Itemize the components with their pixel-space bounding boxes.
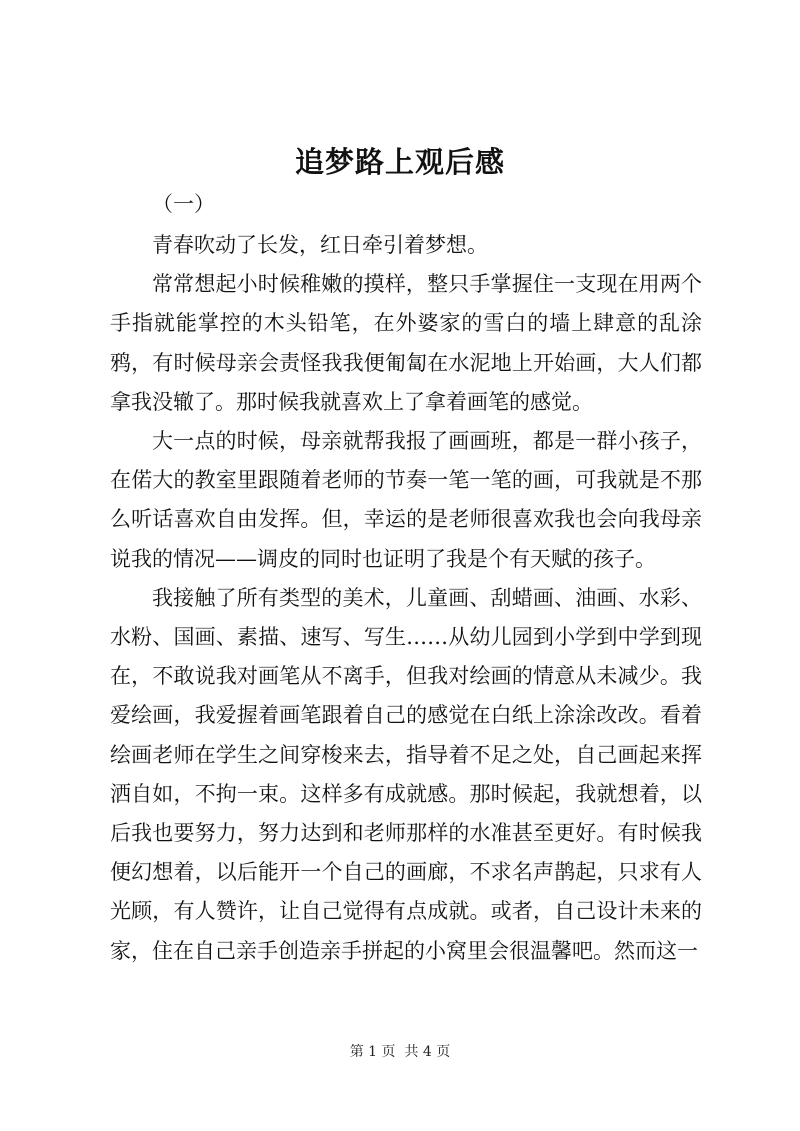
section-heading: （一） <box>152 192 215 216</box>
document-body <box>110 188 702 971</box>
paragraph-3: 大一点的时候，母亲就帮我报了画画班，都是一群小孩子，在偌大的教室里跟随着老师的节奏一笔一笔的画，可我就是不那么听话喜欢自由发挥。但，幸运的是老师很喜欢我也会向我母亲说我的情况——调皮的同时也证明了我是个有天赋的孩子。 <box>110 429 702 571</box>
page-number-label: 第 1 页 共 4 页 <box>349 1044 451 1060</box>
document-title: 追梦路上观后感 <box>294 145 505 179</box>
paragraph-2: 常常想起小时候稚嫩的摸样，整只手掌握住一支现在用两个手指就能掌控的木头铅笔，在外婆家的雪白的墙上肆意的乱涂鸦，有时候母亲会责怪我我便匍匐在水泥地上开始画，大人们都拿我没辙了。那时候我就喜欢上了拿着画笔的感觉。 <box>110 272 702 414</box>
paragraph-4: 我接触了所有类型的美术，儿童画、刮蜡画、油画、水彩、水粉、国画、素描、速写、写生……从幼儿园到小学到中学到现在，不敢说我对画笔从不离手，但我对绘画的情意从未减少。我爱绘画，我爱握着画笔跟着自己的感觉在白纸上涂涂改改。看着绘画老师在学生之间穿梭来去，指导着不足之处，自己画起来挥洒自如，不拘一束。这样多有成就感。那时候起，我就想着，以后我也要努力，努力达到和老师那样的水准甚至更好。有时候我便幻想着，以后能开一个自己的画廊，不求名声鹊起，只求有人光顾，有人赞许，让自己觉得有点成就。或者，自己设计未来的家，住在自己亲手创造亲手拼起的小窝里会很温馨吧。然而这一 <box>110 585 702 963</box>
page-footer <box>0 1042 800 1062</box>
paragraph-1: 青春吹动了长发，红日牵引着梦想。 <box>152 233 488 257</box>
